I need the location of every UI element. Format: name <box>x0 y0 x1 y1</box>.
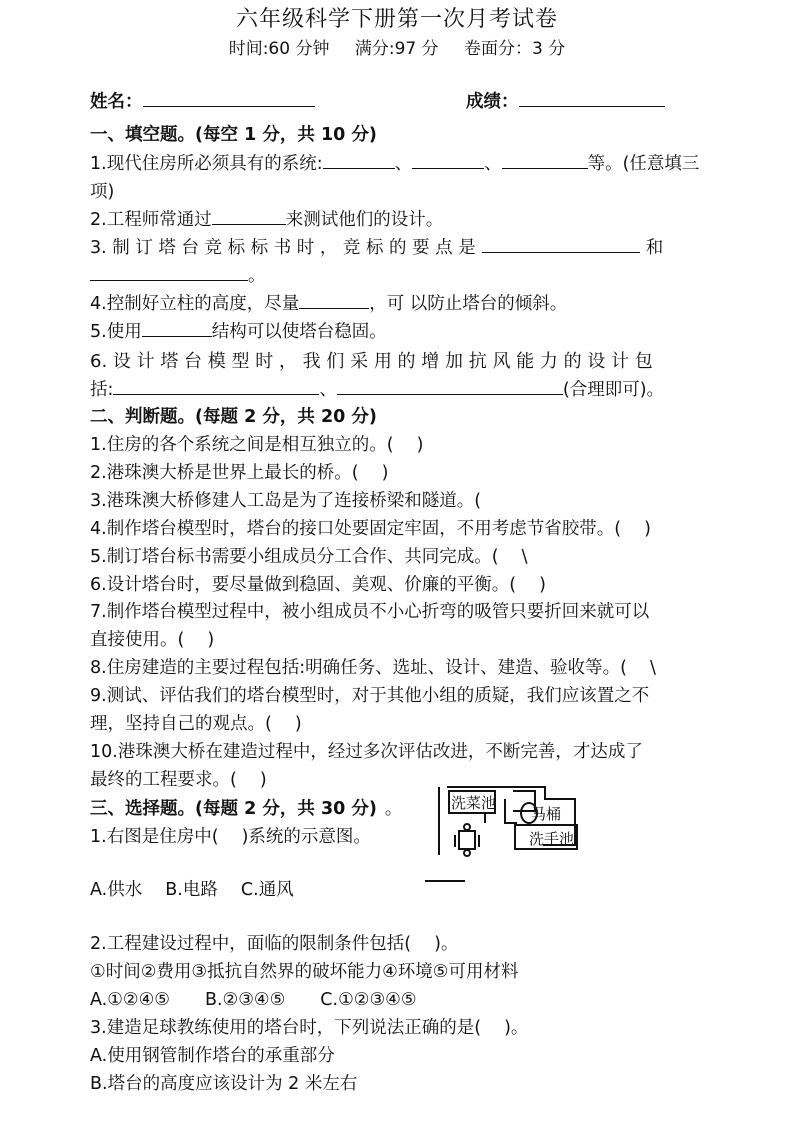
q1-blank-2[interactable] <box>412 152 484 169</box>
score-label: 成绩： <box>466 92 519 112</box>
q6-blank-1[interactable] <box>113 378 319 395</box>
figure-label-toilet: 马桶 <box>531 805 562 823</box>
q4-blank[interactable] <box>299 292 369 309</box>
fill-q6: 6. 设 计 塔 台 模 型 时 ， 我 们 采 用 的 增 加 抗 风 能 力 的 设 计 包 <box>90 351 653 372</box>
q1-blank-1[interactable] <box>323 152 395 169</box>
choice-q1: 1.右图是住房中( )系统的示意图。 <box>90 827 371 847</box>
q3-blank-2[interactable] <box>90 264 248 281</box>
fill-q3-cont: 。 <box>90 262 266 287</box>
choice-q2: 2.工程建设过程中，面临的限制条件包括( )。 <box>90 934 459 954</box>
judge-item: 1.住房的各个系统之间是相互独立的。( ) <box>90 435 424 455</box>
choice-q3-option-b: B.塔台的高度应该设计为 2 米左右 <box>90 1074 358 1094</box>
exam-title: 六年级科学下册第一次月考试卷 <box>235 7 558 32</box>
figure-label-sink: 洗菜池 <box>451 794 497 812</box>
judge-item-cont: 理，坚持自己的观点。( ) <box>90 714 302 734</box>
judge-item: 9.测试、评估我们的塔台模型时，对于其他小组的质疑，我们应该置之不 <box>90 686 650 706</box>
judge-item: 8.住房建造的主要过程包括:明确任务、选址、设计、建造、验收等。( \ <box>90 658 656 678</box>
fill-q1-cont: 项) <box>90 182 115 202</box>
judge-item: 3.港珠澳大桥修建人工岛是为了连接桥梁和隧道。( <box>90 491 482 511</box>
judge-item: 6.设计塔台时，要尽量做到稳固、美观、价廉的平衡。( ) <box>90 575 546 595</box>
fill-q2: 2.工程师常通过 来测试他们的设计。 <box>90 210 444 230</box>
score-field <box>466 88 665 113</box>
name-blank[interactable] <box>143 90 315 107</box>
choice-q2-options: A.①②④⑤ B.②③④⑤ C.①②③④⑤ <box>90 990 417 1010</box>
choice-q3-option-a: A.使用钢管制作塔台的承重部分 <box>90 1046 335 1066</box>
exam-time: 时间:60 分钟 <box>228 39 330 59</box>
judge-item-cont: 最终的工程要求。( ) <box>90 770 267 790</box>
exam-meta <box>0 34 794 59</box>
fill-q5: 5.使用 结构可以使塔台稳固。 <box>90 322 387 342</box>
judge-item: 2.港珠澳大桥是世界上最长的桥。( ) <box>90 463 389 483</box>
fill-q3: 3. 制 订 塔 台 竞 标 标 书 时 ， 竞 标 的 要 点 是 和 <box>90 238 664 258</box>
exam-neat-score: 卷面分：3 分 <box>464 39 566 59</box>
fill-q6-cont: 括: 、 (合理即可)。 <box>90 380 665 400</box>
fill-q1: 1.现代住房所必须具有的系统: 、 、 等。(任意填三 <box>90 154 700 174</box>
name-label: 姓名： <box>90 92 143 112</box>
q2-blank[interactable] <box>212 208 286 225</box>
section1-heading: 一、填空题。(每空 1 分，共 10 分) <box>90 125 377 145</box>
water-system-figure <box>425 785 585 885</box>
q3-blank-1[interactable] <box>482 236 640 253</box>
figure-label-basin: 洗手池 <box>529 830 575 848</box>
choice-q1-options: A.供水 B.电路 C.通风 <box>90 880 294 900</box>
judge-item: 7.制作塔台模型过程中，被小组成员不小心折弯的吸管只要折回来就可以 <box>90 602 650 622</box>
score-blank[interactable] <box>519 90 665 107</box>
section2-heading: 二、判断题。(每题 2 分，共 20 分) <box>90 407 377 427</box>
judge-item: 10.港珠澳大桥在建造过程中，经过多次评估改进，不断完善，才达成了 <box>90 742 643 762</box>
name-field <box>90 88 315 113</box>
fill-q4: 4.控制好立柱的高度，尽量 ，可 以防止塔台的倾斜。 <box>90 294 568 314</box>
exam-full-score: 满分:97 分 <box>354 39 439 59</box>
q1-blank-3[interactable] <box>502 152 588 169</box>
choice-q3: 3.建造足球教练使用的塔台时，下列说法正确的是( )。 <box>90 1018 529 1038</box>
section3-heading: 三、选择题。(每题 2 分，共 30 分) 。 <box>90 799 403 819</box>
judge-item: 4.制作塔台模型时，塔台的接口处要固定牢固，不用考虑节省胶带。( ) <box>90 519 651 539</box>
choice-q2-list: ①时间②费用③抵抗自然界的破坏能力④环境⑤可用材料 <box>90 962 519 982</box>
q5-blank[interactable] <box>142 320 212 337</box>
judge-item: 5.制订塔台标书需要小组成员分工合作、共同完成。( \ <box>90 547 528 567</box>
judge-item-cont: 直接使用。( ) <box>90 630 215 650</box>
q6-blank-2[interactable] <box>337 378 563 395</box>
